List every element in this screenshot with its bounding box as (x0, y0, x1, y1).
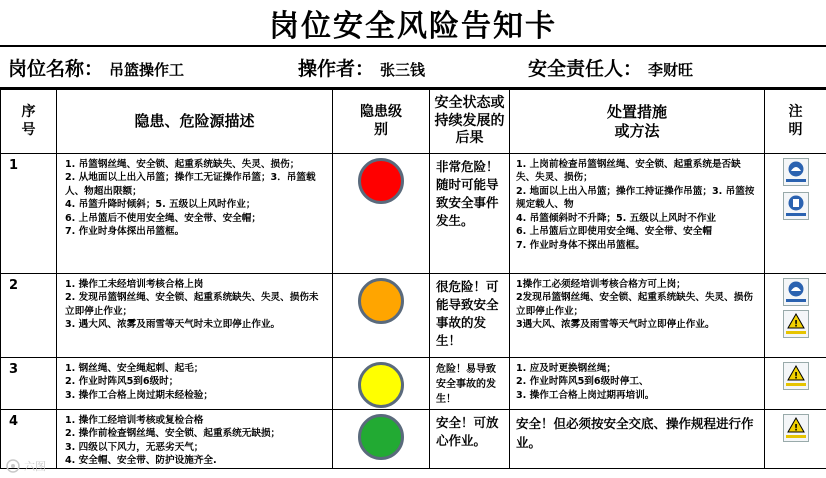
responsible-value: 李财旺 (648, 60, 694, 79)
table-row (1, 358, 826, 410)
state-cell: 危险！易导致安全事故的发生！ (430, 358, 510, 410)
hazard-cell (57, 410, 333, 469)
header-seq: 序号 (1, 90, 57, 154)
measure-line: 2. 作业时阵风5到6级时停工、 (516, 376, 649, 388)
hazard-line: 1. 操作工未经培训考核合格上岗 (65, 279, 204, 290)
level-cell (333, 274, 430, 358)
hazard-line: 3. 操作工合格上岗过期未经检验； (65, 389, 213, 401)
measure-line: 3. 操作工合格上岗过期再培训。 (516, 389, 655, 401)
card-title: 岗位安全风险告知卡 (0, 0, 826, 47)
level-cell (333, 358, 430, 410)
measure-line: 6. 上吊篮后立即使用安全绳、安全带、安全帽 (516, 226, 712, 238)
measure-cell (510, 358, 765, 410)
svg-text:!: ! (793, 371, 798, 381)
hazard-line: 4. 吊篮升降时倾斜；5. 五级以上风时作业； (65, 199, 256, 211)
responsible-group (528, 54, 693, 81)
operator-label: 操作者： (298, 57, 375, 80)
state-cell: 非常危险！随时可能导致安全事件发生。 (430, 154, 510, 274)
post-group (8, 54, 298, 81)
row-number: 4 (1, 410, 57, 469)
watermark-text: 六图 (24, 460, 46, 473)
hazard-cell (57, 154, 333, 274)
risk-table (0, 89, 826, 469)
header-note: 注明 (765, 90, 826, 154)
hazard-cell (57, 358, 333, 410)
post-value: 吊篮操作工 (109, 60, 185, 79)
risk-level-lamp-orange (358, 278, 404, 324)
responsible-label: 安全责任人： (528, 57, 643, 80)
measure-cell (510, 154, 765, 274)
measure-line: 1操作工必须经培训考核合格方可上岗； (516, 279, 686, 290)
row-number: 3 (1, 358, 57, 410)
hazard-line: 1. 钢丝绳、安全绳起刺、起毛； (65, 363, 204, 374)
measure-cell (510, 274, 765, 358)
header-state: 安全状态或持续发展的后果 (430, 90, 510, 154)
risk-level-lamp-green (358, 414, 404, 460)
helmet-sign-icon (783, 158, 809, 186)
hazard-line: 6. 上吊篮后不使用安全绳、安全带、安全帽； (65, 212, 261, 224)
note-cell (765, 154, 826, 274)
header-hazard: 隐患、危险源描述 (57, 90, 333, 154)
svg-text:!: ! (793, 423, 798, 433)
hazard-line: 2. 发现吊篮钢丝绳、安全锁、起重系统缺失、失灵、损伤未立即停止作业； (65, 292, 319, 317)
note-cell (765, 274, 826, 358)
header-level: 隐患级别 (333, 90, 430, 154)
hazard-cell (57, 274, 333, 358)
hazard-line: 2. 操作前检查钢丝绳、安全锁、起重系统无缺损； (65, 428, 281, 440)
level-cell (333, 154, 430, 274)
operator-value: 张三钱 (380, 60, 426, 79)
measure-line: 1. 上岗前检查吊篮钢丝绳、安全锁、起重系统是否缺失、失灵、损伤； (516, 159, 741, 184)
row-number: 1 (1, 154, 57, 274)
warning-sign-icon (783, 362, 809, 390)
measure-line: 7. 作业时身体不探出吊篮框。 (516, 239, 645, 251)
measure-line: 1. 应及时更换钢丝绳； (516, 363, 617, 374)
info-row (0, 47, 826, 89)
note-cell (765, 410, 826, 469)
watermark (6, 458, 46, 474)
measure-line: 2发现吊篮钢丝绳、安全锁、起重系统缺失、失灵、损伤立即停止作业； (516, 292, 753, 317)
warning-sign-icon (783, 310, 809, 338)
hazard-line: 1. 吊篮钢丝绳、安全锁、起重系统缺失、失灵、损伤； (65, 159, 300, 170)
helmet-sign-icon (783, 278, 809, 306)
hazard-line: 3. 遇大风、浓雾及雨雪等天气时未立即停止作业。 (65, 319, 281, 331)
safety-belt-sign-icon (783, 192, 809, 220)
watermark-logo-icon (6, 459, 20, 473)
measure-line: 3遇大风、浓雾及雨雪等天气时立即停止作业。 (516, 319, 715, 331)
table-row (1, 154, 826, 274)
hazard-line: 2. 作业时阵风5到6级时； (65, 376, 179, 388)
row-number: 2 (1, 274, 57, 358)
risk-level-lamp-red (358, 158, 404, 204)
measure-cell: 安全！但必须按安全交底、操作规程进行作业。 (510, 410, 765, 469)
svg-text:!: ! (793, 319, 798, 329)
hazard-line: 4. 安全帽、安全带、防护设施齐全. (65, 455, 217, 467)
operator-group (298, 54, 528, 81)
header-measure: 处置措施或方法 (510, 90, 765, 154)
measure-line: 4. 吊篮倾斜时不升降；5. 五级以上风时不作业 (516, 212, 717, 224)
level-cell (333, 410, 430, 469)
measure-line: 2. 地面以上出入吊篮；操作工持证操作吊篮；3. 吊篮按规定载人、物 (516, 185, 755, 211)
hazard-line: 1. 操作工经培训考核或复检合格 (65, 415, 204, 426)
table-row (1, 274, 826, 358)
risk-level-lamp-yellow (358, 362, 404, 408)
note-cell (765, 358, 826, 410)
hazard-line: 2. 从地面以上出入吊篮；操作工无证操作吊篮；3．吊篮载人、物超出限额； (65, 172, 316, 197)
state-cell: 很危险！可能导致安全事故的发生！ (430, 274, 510, 358)
hazard-line: 7. 作业时身体探出吊篮框。 (65, 226, 185, 238)
hazard-line: 3. 四级以下风力，无恶劣天气； (65, 441, 204, 453)
table-row (1, 410, 826, 469)
table-header-row (1, 90, 826, 154)
caution-sign-icon (783, 414, 809, 442)
state-cell: 安全！可放心作业。 (430, 410, 510, 469)
post-label: 岗位名称： (8, 57, 104, 80)
